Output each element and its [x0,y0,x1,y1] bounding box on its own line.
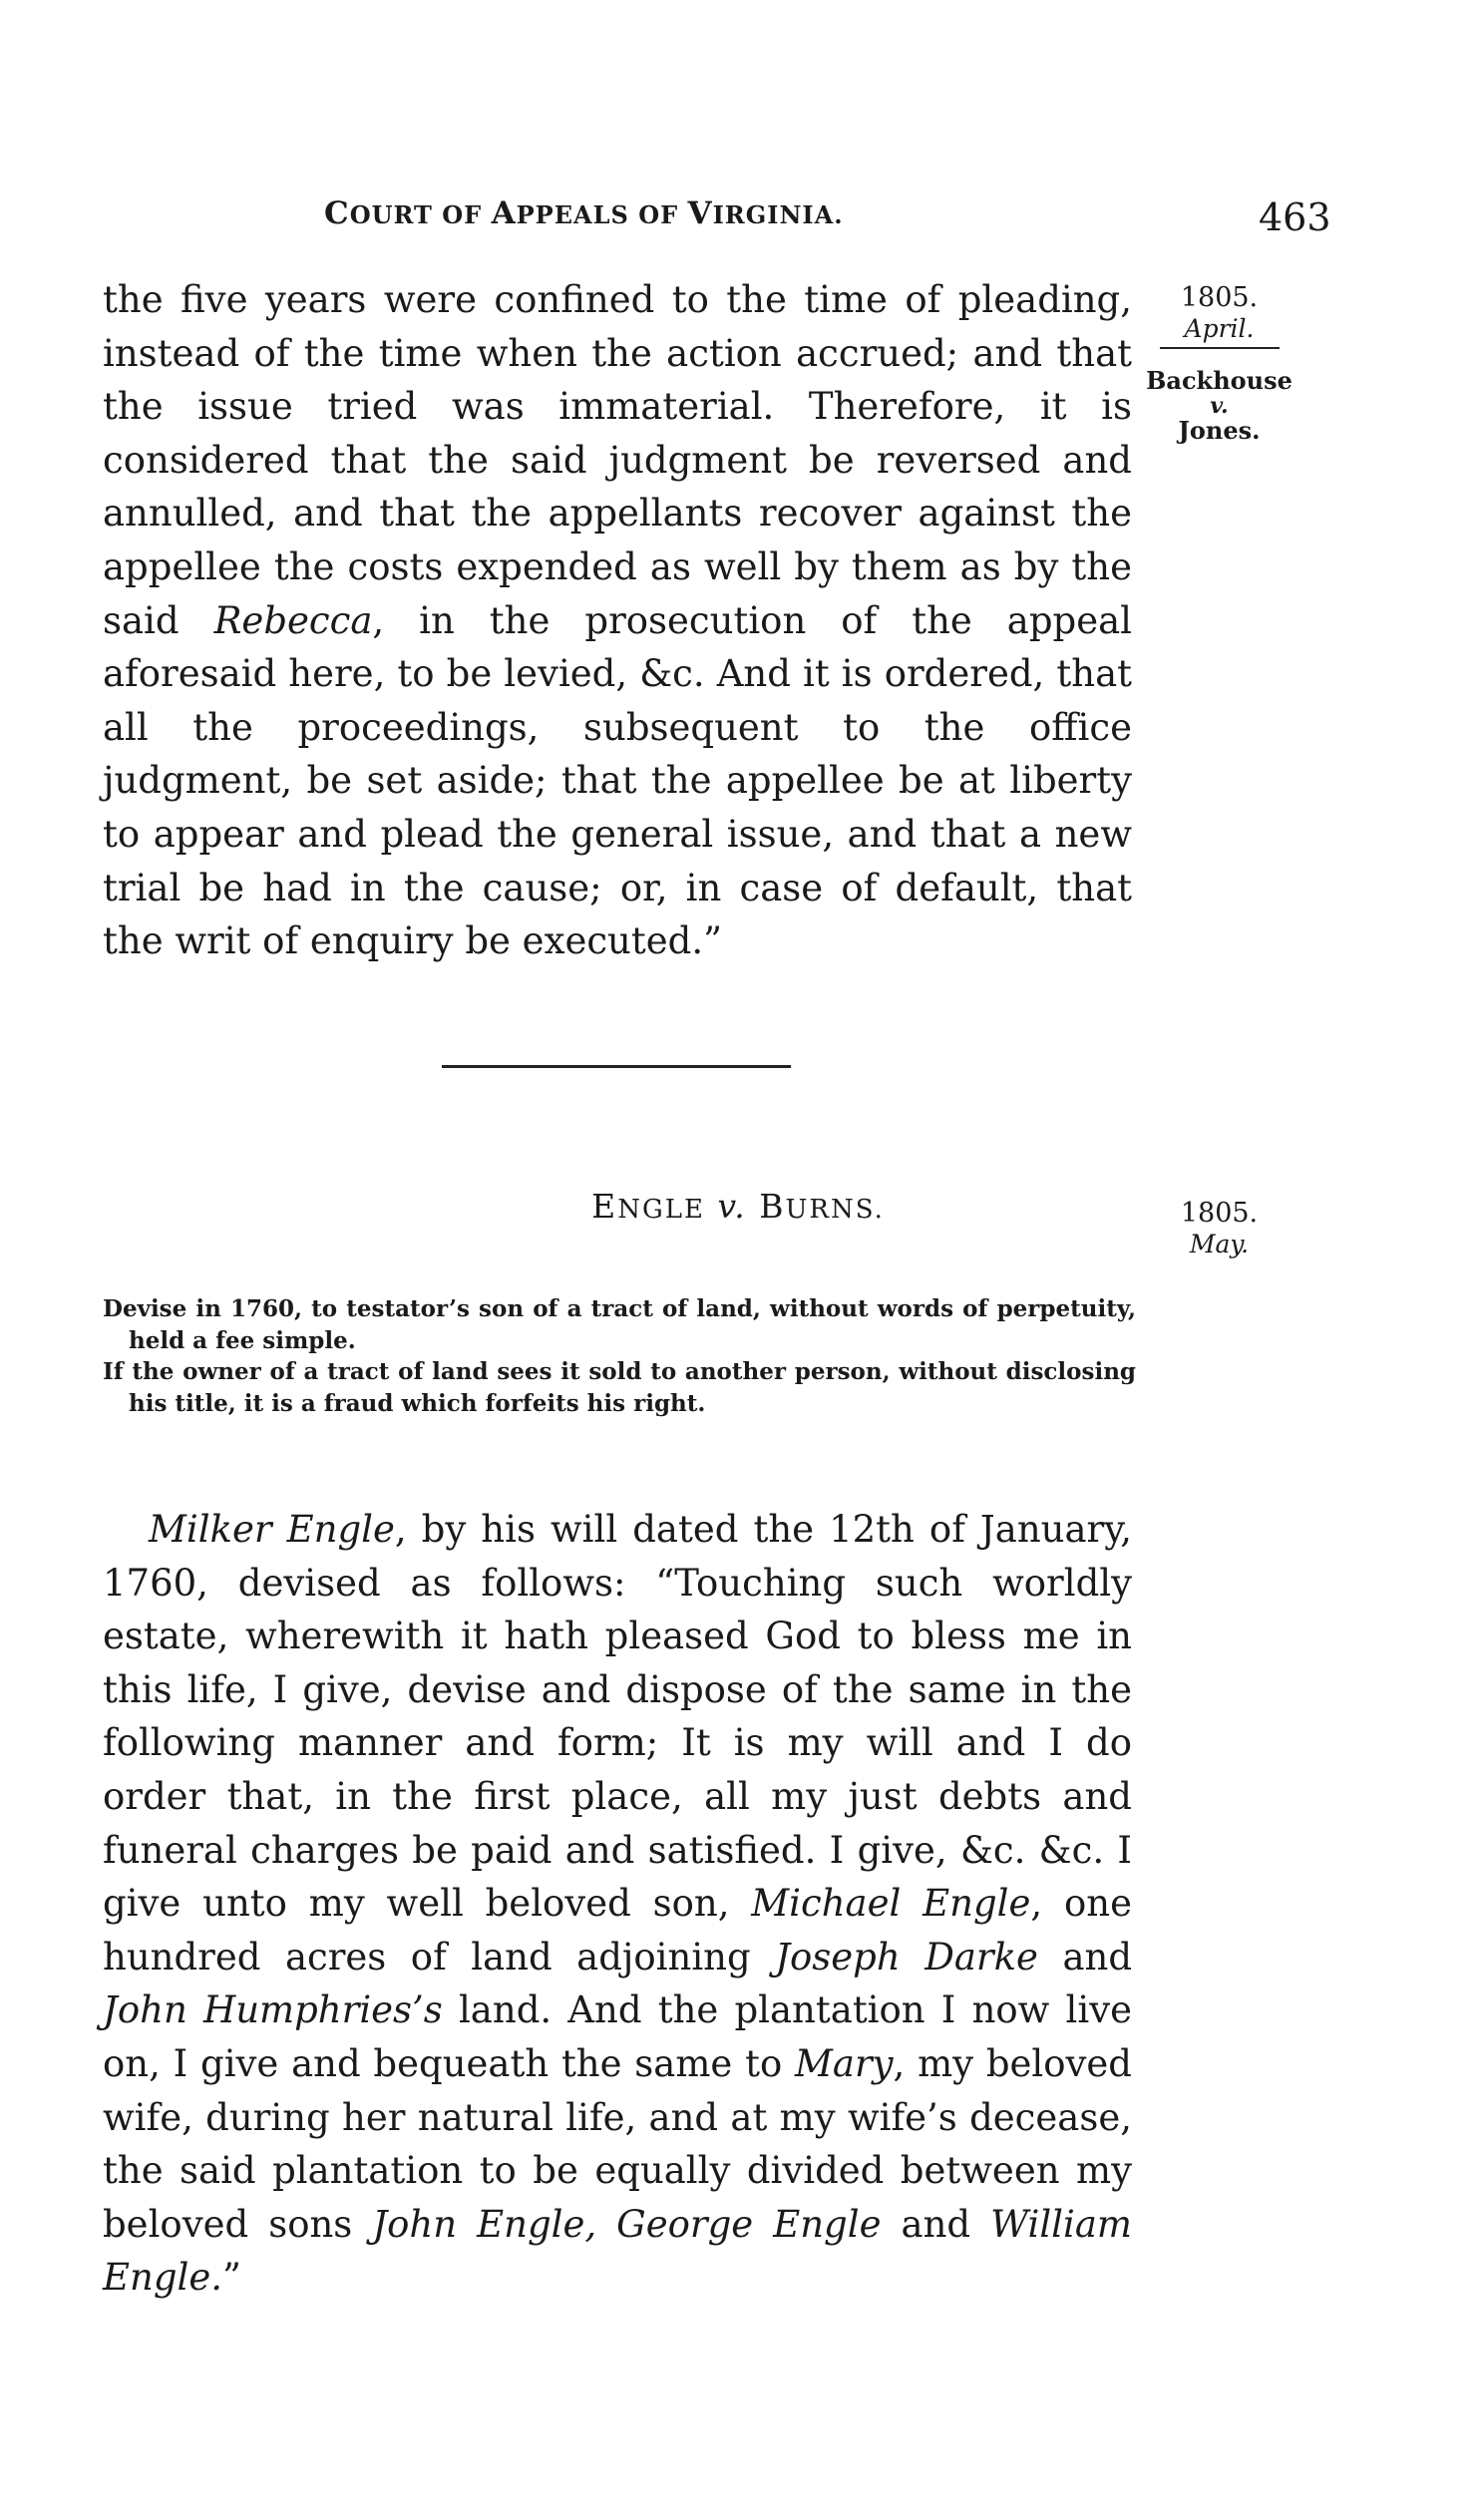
judgment-paragraph [103,273,1132,968]
text-run: , my beloved wife, during her natural life, and at my wife’s decease, the said plantation to be equally divided between my beloved sons [103,2041,1132,2246]
case-title-part: URNS. [785,1195,885,1225]
page-number: 463 [1259,195,1331,239]
margin-rule [1160,347,1280,349]
margin-month: April. [1184,314,1255,343]
running-head-part: C [324,195,350,231]
person-name: Joseph Darke [775,1935,1038,1979]
case-syllabus [103,1293,1136,1419]
text-run: the five years were confined to the time of pleading, instead of the time when the action accrued; and that the issue tried was immaterial. Therefore, it is considered that the said judgment be reversed and annulled, and that the appellants recover against the appellee the costs expended as well by them as by the said [103,278,1132,642]
person-name: William Engle. [103,2202,1132,2300]
person-name: Mary [795,2041,894,2085]
syllabus-point: If the owner of a tract of land sees it sold to another person, without disclosing his title, it is a fraud which forfeits his right. [103,1358,1136,1417]
text-run: , in the prosecution of the appeal aforesaid here, to be levied, &c. And it is ordered, that all the proceedings, subsequent to the office judgment, be set aside; that the appellee be at liberty to appear and plead the general issue, and that a new trial be had in the cause; or, in case of default, that the writ of enquiry be executed.” [103,598,1133,963]
person-name: Milker Engle [149,1508,395,1551]
text-run: and [1037,1935,1133,1979]
margin-year: 1805. [1180,282,1259,313]
section-divider [442,1065,791,1068]
margin-note-engle-burns [1137,1197,1301,1259]
margin-month: May. [1189,1230,1250,1259]
running-head-part: OURT OF [349,200,492,229]
case-title-part: B [759,1187,786,1226]
running-head-part: A [491,195,517,231]
margin-party: Backhouse [1146,366,1292,395]
text-run: and [881,2202,991,2246]
text-run: , one hundred acres of land adjoining [103,1882,1133,1979]
case-title-versus: v. [717,1187,747,1226]
person-name: John Humphries’s [103,1988,443,2032]
margin-year: 1805. [1180,1198,1259,1229]
margin-party: Jones. [1178,416,1261,445]
margin-note-backhouse-jones [1137,281,1301,447]
running-head-part: V [687,195,713,231]
running-head-part: IRGINIA. [712,200,844,229]
syllabus-point: Devise in 1760, to testator’s son of a tract of land, without words of perpetuity, held a fee simple. [103,1295,1136,1354]
will-paragraph [103,1503,1132,2305]
text-run: ” [222,2256,241,2300]
party-name: Rebecca [213,598,373,642]
person-name: John Engle, George Engle [372,2202,882,2246]
running-head [324,195,844,231]
text-run: land. And the plantation I now live on, I give and bequeath the same to [103,1988,1132,2085]
running-head-part: PPEALS OF [516,200,688,229]
margin-versus: v. [1210,393,1229,419]
text-run: , by his will dated the 12th of January, 1760, devised as follows: “Touching such worldly estate, wherewith it hath pleased God to bless me in this life, I give, devise and dispose of the same in the following manner and form; It is my will and I do order that, in the first place, all my just debts and funeral charges be paid and satisfied. I give, &c. &c. I give unto my well beloved son, [103,1508,1132,1926]
case-title-part: NGLE [617,1195,705,1225]
case-title-part: E [591,1187,618,1226]
person-name: Michael Engle [751,1882,1031,1926]
